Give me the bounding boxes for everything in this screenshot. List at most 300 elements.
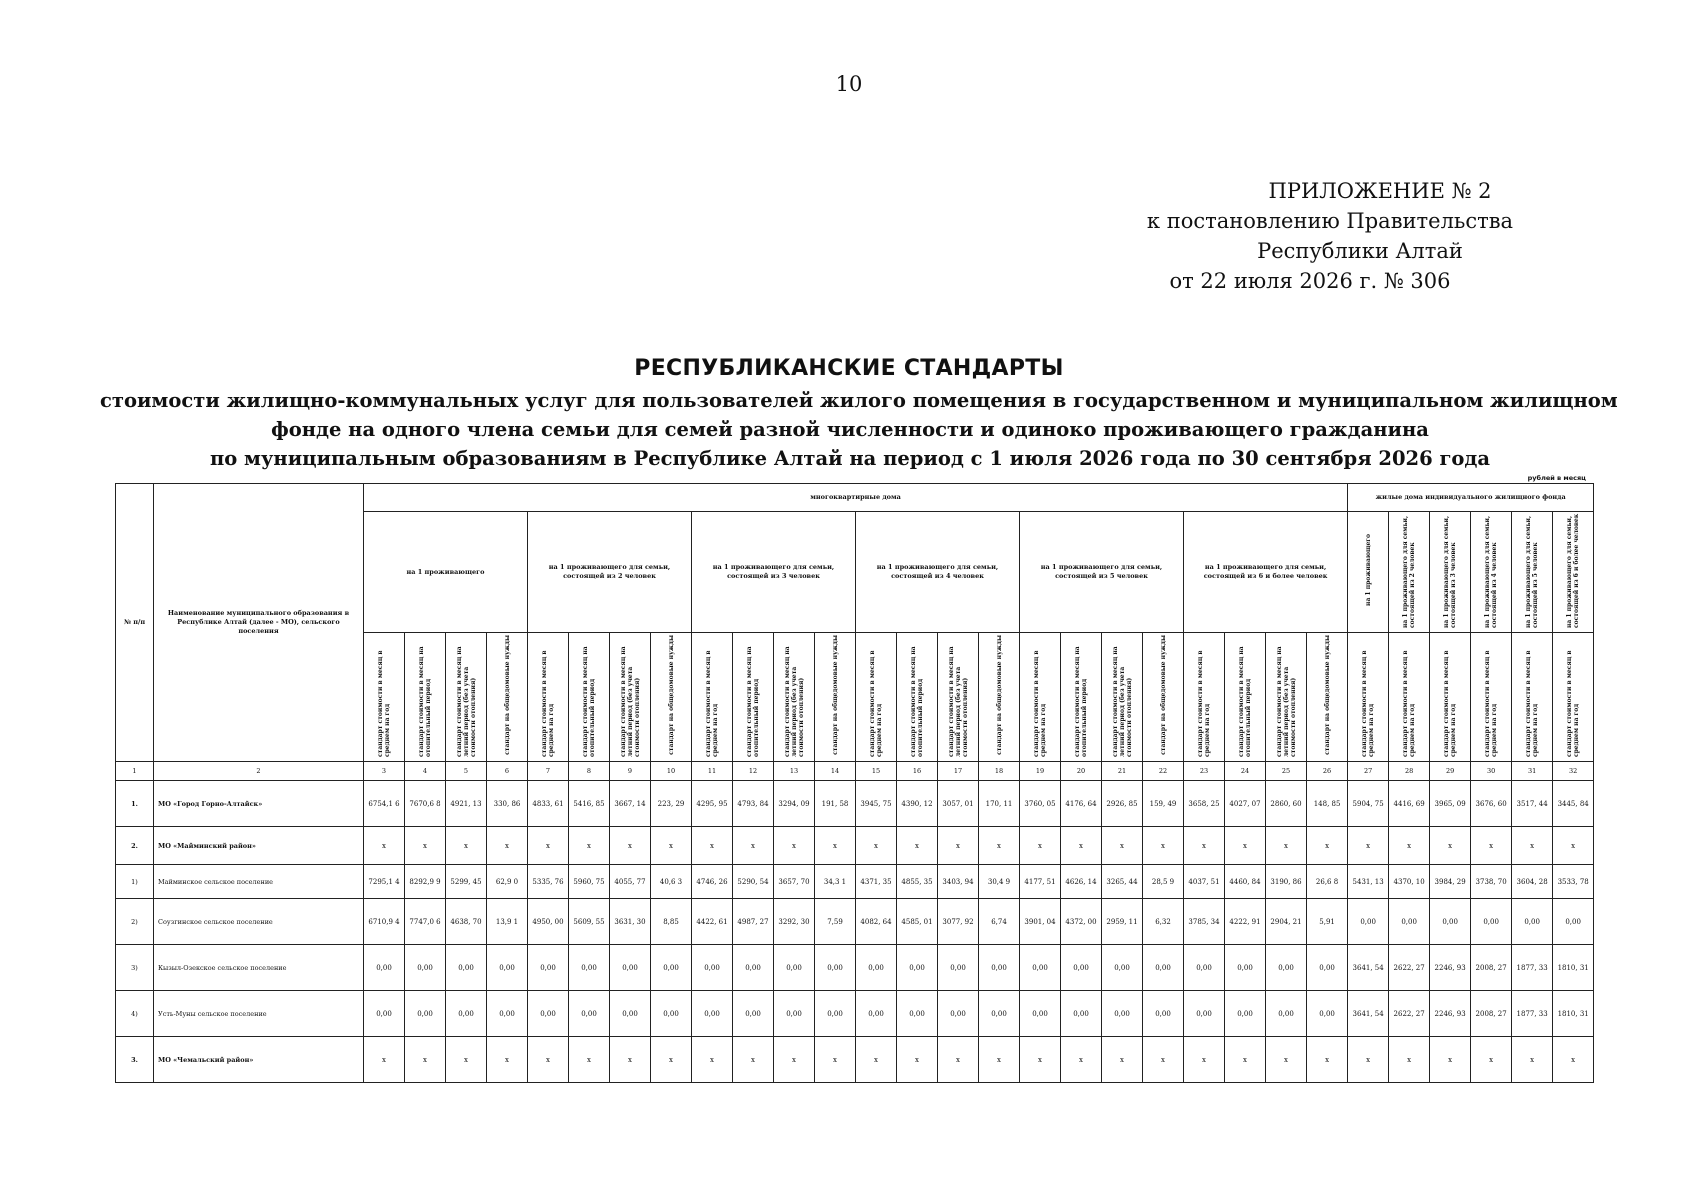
table-cell: 3631, 30	[610, 899, 651, 945]
header-subcolumn-text: стандарт стоимости в месяц в среднем на год	[1566, 650, 1581, 757]
table-cell: 8,85	[651, 899, 692, 945]
table-cell: х	[569, 827, 610, 865]
column-number: 9	[610, 762, 651, 781]
table-row	[116, 827, 1594, 865]
table-cell: 4370, 10	[1389, 865, 1430, 899]
table-cell: х	[938, 827, 979, 865]
table-cell: х	[528, 1037, 569, 1083]
municipality-name: Усть-Муны сельское поселение	[154, 991, 364, 1037]
table-cell: 4921, 13	[446, 781, 487, 827]
header-subcolumn-text: стандарт стоимости в месяц в среднем на год	[377, 650, 391, 757]
header-subcolumn-text: стандарт стоимости в месяц на летний период (без учета стоимости отопления)	[455, 646, 477, 757]
table-cell: 4638, 70	[446, 899, 487, 945]
table-cell: 0,00	[364, 945, 405, 991]
table-cell: 3760, 05	[1020, 781, 1061, 827]
table-cell: 3403, 94	[938, 865, 979, 899]
table-cell: 2246, 93	[1430, 945, 1471, 991]
table-cell: 3657, 70	[774, 865, 815, 899]
header-subcolumn-text: стандарт стоимости в месяц в среднем на год	[1484, 650, 1499, 757]
row-number: 3.	[116, 1037, 154, 1083]
table-cell: 3533, 78	[1553, 865, 1594, 899]
table-cell: 3676, 60	[1471, 781, 1512, 827]
table-cell: 0,00	[774, 945, 815, 991]
table-cell: 4416, 69	[1389, 781, 1430, 827]
table-cell: 0,00	[733, 991, 774, 1037]
table-cell: х	[1307, 1037, 1348, 1083]
table-cell: 0,00	[1266, 991, 1307, 1037]
header-subcolumn	[1184, 633, 1225, 762]
header-subcolumn	[1266, 633, 1307, 762]
table-cell: 0,00	[1307, 945, 1348, 991]
table-cell: 0,00	[1184, 945, 1225, 991]
header-subcolumn	[569, 633, 610, 762]
header-apartment-group: на 1 проживающего для семьи, состоящей из 6 и более человек	[1184, 512, 1348, 633]
table-cell: 3445, 84	[1553, 781, 1594, 827]
table-cell: х	[1020, 1037, 1061, 1083]
table-cell: 4746, 26	[692, 865, 733, 899]
table-cell: 2008, 27	[1471, 945, 1512, 991]
table-cell: х	[610, 1037, 651, 1083]
table-cell: 2959, 11	[1102, 899, 1143, 945]
header-subcolumn	[979, 633, 1020, 762]
municipality-name: Соузгинское сельское поселение	[154, 899, 364, 945]
municipality-name: Майминское сельское поселение	[154, 865, 364, 899]
table-cell: х	[446, 827, 487, 865]
table-cell: 0,00	[569, 991, 610, 1037]
table-cell: 3984, 29	[1430, 865, 1471, 899]
header-subcolumn-text: стандарт стоимости в месяц на летний период (без учета стоимости отопления)	[619, 646, 641, 757]
table-cell: 0,00	[1102, 991, 1143, 1037]
document-subtitle	[100, 386, 1618, 473]
table-cell: 2926, 85	[1102, 781, 1143, 827]
table-cell: 3517, 44	[1512, 781, 1553, 827]
table-cell: 0,00	[528, 945, 569, 991]
table-cell: 0,00	[1348, 899, 1389, 945]
subtitle-line-2: фонде на одного члена семьи для семей разной численности и одиноко проживающего гражданина	[271, 418, 1429, 441]
table-cell: 0,00	[364, 991, 405, 1037]
header-apartment-group: на 1 проживающего для семьи, состоящей из 3 человек	[692, 512, 856, 633]
header-private-group-text: на 1 проживающего для семьи, состоящей из 4 человек	[1484, 515, 1499, 628]
document-title: РЕСПУБЛИКАНСКИЕ СТАНДАРТЫ	[634, 356, 1064, 381]
header-apartment-group: на 1 проживающего для семьи, состоящей из 5 человек	[1020, 512, 1184, 633]
header-subcolumn	[487, 633, 528, 762]
table-row	[116, 1037, 1594, 1083]
table-cell: 159, 49	[1143, 781, 1184, 827]
table-row	[116, 781, 1594, 827]
table-cell: х	[1512, 827, 1553, 865]
table-cell: 3785, 34	[1184, 899, 1225, 945]
column-number: 15	[856, 762, 897, 781]
table-cell: 7670,6 8	[405, 781, 446, 827]
header-subcolumn	[1389, 633, 1430, 762]
column-number: 6	[487, 762, 528, 781]
header-subcolumn-text: стандарт стоимости в месяц на отопительный период	[910, 646, 924, 757]
table-cell: 4222, 91	[1225, 899, 1266, 945]
municipality-name: Кызыл-Озекское сельское поселение	[154, 945, 364, 991]
table-cell: х	[487, 827, 528, 865]
table-cell: 3965, 09	[1430, 781, 1471, 827]
table-cell: 6710,9 4	[364, 899, 405, 945]
column-number: 3	[364, 762, 405, 781]
table-cell: 4793, 84	[733, 781, 774, 827]
table-cell: 0,00	[446, 945, 487, 991]
table-cell: 4422, 61	[692, 899, 733, 945]
header-private-houses: жилые дома индивидуального жилищного фонда	[1348, 484, 1594, 512]
table-cell: х	[364, 1037, 405, 1083]
table-cell: 0,00	[651, 991, 692, 1037]
header-subcolumn	[610, 633, 651, 762]
header-subcolumn	[1471, 633, 1512, 762]
table-cell: 223, 29	[651, 781, 692, 827]
table-cell: 4082, 64	[856, 899, 897, 945]
table-cell: 3190, 86	[1266, 865, 1307, 899]
table-cell: 0,00	[897, 991, 938, 1037]
table-cell: 3604, 28	[1512, 865, 1553, 899]
table-cell: 0,00	[856, 945, 897, 991]
table-cell: х	[1225, 1037, 1266, 1083]
header-subcolumn-text: стандарт стоимости в месяц в среднем на год	[869, 650, 883, 757]
table-cell: 5904, 75	[1348, 781, 1389, 827]
header-subcolumn-text: стандарт на общедомовые нужды	[831, 635, 839, 755]
column-number: 5	[446, 762, 487, 781]
table-cell: 40,6 3	[651, 865, 692, 899]
header-subcolumn-text: стандарт стоимости в месяц на летний период (без учета стоимости отопления)	[783, 646, 805, 757]
table-cell: х	[1471, 1037, 1512, 1083]
table-cell: 7,59	[815, 899, 856, 945]
header-row-number: № п/п	[116, 484, 154, 762]
header-subcolumn	[1225, 633, 1266, 762]
header-subcolumn	[1553, 633, 1594, 762]
header-private-group-text: на 1 проживающего для семьи, состоящей из 5 человек	[1525, 515, 1540, 628]
table-cell: 4833, 61	[528, 781, 569, 827]
table-cell: 4176, 64	[1061, 781, 1102, 827]
column-number: 23	[1184, 762, 1225, 781]
header-subcolumn	[1430, 633, 1471, 762]
row-number: 1)	[116, 865, 154, 899]
municipality-name: МО «Чемальский район»	[154, 1037, 364, 1083]
column-number: 32	[1553, 762, 1594, 781]
table-cell: х	[856, 1037, 897, 1083]
table-cell: х	[1553, 1037, 1594, 1083]
header-subcolumn	[364, 633, 405, 762]
table-cell: 4626, 14	[1061, 865, 1102, 899]
column-number: 14	[815, 762, 856, 781]
header-private-group-text: на 1 проживающего для семьи, состоящей из 2 человек	[1402, 515, 1417, 628]
table-cell: 0,00	[651, 945, 692, 991]
table-cell: х	[1266, 1037, 1307, 1083]
table-cell: х	[1143, 1037, 1184, 1083]
standards-table	[115, 483, 1594, 1083]
table-cell: х	[1430, 1037, 1471, 1083]
table-cell: х	[897, 1037, 938, 1083]
header-private-group	[1471, 512, 1512, 633]
header-subcolumn-text: стандарт стоимости в месяц на отопительный период	[582, 646, 596, 757]
table-cell: 0,00	[938, 945, 979, 991]
table-cell: 5299, 45	[446, 865, 487, 899]
table-cell: х	[815, 827, 856, 865]
table-cell: 5416, 85	[569, 781, 610, 827]
table-cell: х	[405, 1037, 446, 1083]
header-subcolumn-text: стандарт на общедомовые нужды	[1159, 635, 1167, 755]
table-cell: 0,00	[938, 991, 979, 1037]
table-cell: 6754,1 6	[364, 781, 405, 827]
table-cell: 4177, 51	[1020, 865, 1061, 899]
header-subcolumn	[405, 633, 446, 762]
table-cell: 4027, 07	[1225, 781, 1266, 827]
column-number: 1	[116, 762, 154, 781]
table-cell: х	[815, 1037, 856, 1083]
row-number: 1.	[116, 781, 154, 827]
appendix-republic: Республики Алтай	[1257, 239, 1463, 263]
table-cell: 5609, 55	[569, 899, 610, 945]
table-cell: 330, 86	[487, 781, 528, 827]
table-cell: 0,00	[1266, 945, 1307, 991]
row-number: 3)	[116, 945, 154, 991]
column-number: 25	[1266, 762, 1307, 781]
municipality-name: МО «Майминский район»	[154, 827, 364, 865]
header-subcolumn-text: стандарт стоимости в месяц на отопительный период	[746, 646, 760, 757]
header-subcolumn-text: стандарт стоимости в месяц в среднем на год	[1443, 650, 1458, 757]
table-cell: х	[1020, 827, 1061, 865]
table-row	[116, 865, 1594, 899]
header-subcolumn	[1020, 633, 1061, 762]
table-cell: 4055, 77	[610, 865, 651, 899]
table-cell: 4371, 35	[856, 865, 897, 899]
header-subcolumn-text: стандарт стоимости в месяц на отопительный период	[418, 646, 432, 757]
row-number: 2.	[116, 827, 154, 865]
column-number: 8	[569, 762, 610, 781]
table-cell: 1877, 33	[1512, 945, 1553, 991]
table-cell: 0,00	[815, 945, 856, 991]
column-number: 22	[1143, 762, 1184, 781]
table-cell: 0,00	[1225, 991, 1266, 1037]
header-private-group	[1430, 512, 1471, 633]
table-cell: 2904, 21	[1266, 899, 1307, 945]
header-subcolumn	[815, 633, 856, 762]
table-cell: х	[1389, 827, 1430, 865]
table-cell: 0,00	[1225, 945, 1266, 991]
table-cell: х	[1266, 827, 1307, 865]
table-cell: 7295,1 4	[364, 865, 405, 899]
table-cell: 0,00	[897, 945, 938, 991]
column-number: 27	[1348, 762, 1389, 781]
header-private-group-text: на 1 проживающего для семьи, состоящей из 6 и более человек	[1566, 513, 1581, 628]
header-subcolumn-text: стандарт на общедомовые нужды	[1323, 635, 1331, 755]
table-cell: 0,00	[856, 991, 897, 1037]
table-cell: х	[1143, 827, 1184, 865]
table-cell: 0,00	[569, 945, 610, 991]
table-cell: 0,00	[733, 945, 774, 991]
table-cell: х	[528, 827, 569, 865]
table-cell: 2246, 93	[1430, 991, 1471, 1037]
table-cell: 5335, 76	[528, 865, 569, 899]
table-cell: 5,91	[1307, 899, 1348, 945]
table-cell: 0,00	[774, 991, 815, 1037]
table-cell: 0,00	[528, 991, 569, 1037]
table-cell: 3738, 70	[1471, 865, 1512, 899]
table-cell: х	[938, 1037, 979, 1083]
column-number: 21	[1102, 762, 1143, 781]
table-cell: 1877, 33	[1512, 991, 1553, 1037]
header-subcolumn-text: стандарт стоимости в месяц на летний период (без учета стоимости отопления)	[947, 646, 969, 757]
table-cell: х	[446, 1037, 487, 1083]
table-cell: х	[1553, 827, 1594, 865]
table-cell: х	[405, 827, 446, 865]
column-number: 2	[154, 762, 364, 781]
header-subcolumn-text: стандарт стоимости в месяц в среднем на год	[1197, 650, 1211, 757]
table-cell: 0,00	[815, 991, 856, 1037]
table-cell: 170, 11	[979, 781, 1020, 827]
header-private-group-text: на 1 проживающего для семьи, состоящей из 3 человек	[1443, 515, 1458, 628]
header-subcolumn	[774, 633, 815, 762]
table-cell: 2622, 27	[1389, 991, 1430, 1037]
table-cell: 4037, 51	[1184, 865, 1225, 899]
column-number: 18	[979, 762, 1020, 781]
column-number: 31	[1512, 762, 1553, 781]
column-number: 17	[938, 762, 979, 781]
header-apartment-group: на 1 проживающего для семьи, состоящей из 4 человек	[856, 512, 1020, 633]
column-number: 11	[692, 762, 733, 781]
table-cell: 0,00	[487, 991, 528, 1037]
column-number: 20	[1061, 762, 1102, 781]
table-cell: 0,00	[1143, 991, 1184, 1037]
table-cell: 3667, 14	[610, 781, 651, 827]
table-cell: 0,00	[1389, 899, 1430, 945]
table-cell: 2008, 27	[1471, 991, 1512, 1037]
header-apartment-group: на 1 проживающего	[364, 512, 528, 633]
table-cell: 34,3 1	[815, 865, 856, 899]
table-cell: х	[1102, 827, 1143, 865]
table-cell: 0,00	[610, 945, 651, 991]
header-subcolumn-text: стандарт стоимости в месяц в среднем на год	[1361, 650, 1376, 757]
header-subcolumn	[692, 633, 733, 762]
table-cell: 0,00	[1143, 945, 1184, 991]
table-cell: 2860, 60	[1266, 781, 1307, 827]
column-number: 4	[405, 762, 446, 781]
header-private-group	[1389, 512, 1430, 633]
header-subcolumn-text: стандарт стоимости в месяц на летний период (без учета стоимости отопления)	[1275, 646, 1297, 757]
units-label: рублей в месяц	[1527, 474, 1586, 482]
column-number: 16	[897, 762, 938, 781]
column-number: 12	[733, 762, 774, 781]
header-subcolumn	[856, 633, 897, 762]
header-subcolumn	[733, 633, 774, 762]
table-cell: х	[979, 827, 1020, 865]
header-subcolumn-text: стандарт стоимости в месяц в среднем на год	[541, 650, 555, 757]
table-cell: 2622, 27	[1389, 945, 1430, 991]
header-municipality-name: Наименование муниципального образования в Республике Алтай (далее - МО), сельского поселения	[154, 484, 364, 762]
header-subcolumn-text: стандарт стоимости в месяц на отопительный период	[1238, 646, 1252, 757]
header-subcolumn	[446, 633, 487, 762]
table-cell: х	[1430, 827, 1471, 865]
table-cell: 0,00	[979, 945, 1020, 991]
table-cell: 3077, 92	[938, 899, 979, 945]
table-cell: х	[692, 1037, 733, 1083]
table-cell: х	[774, 827, 815, 865]
header-subcolumn-text: стандарт стоимости в месяц в среднем на год	[705, 650, 719, 757]
table-cell: х	[1471, 827, 1512, 865]
header-subcolumn	[528, 633, 569, 762]
row-number: 4)	[116, 991, 154, 1037]
table-cell: 3901, 04	[1020, 899, 1061, 945]
column-number: 28	[1389, 762, 1430, 781]
table-cell: 0,00	[487, 945, 528, 991]
table-cell: 4950, 00	[528, 899, 569, 945]
table-cell: х	[774, 1037, 815, 1083]
table-cell: 0,00	[1102, 945, 1143, 991]
table-cell: 0,00	[1512, 899, 1553, 945]
header-subcolumn	[1512, 633, 1553, 762]
table-cell: 0,00	[1184, 991, 1225, 1037]
header-subcolumn-text: стандарт на общедомовые нужды	[995, 635, 1003, 755]
table-cell: 3292, 30	[774, 899, 815, 945]
header-subcolumn	[1348, 633, 1389, 762]
table-cell: 8292,9 9	[405, 865, 446, 899]
table-cell: 4585, 01	[897, 899, 938, 945]
table-cell: 5431, 13	[1348, 865, 1389, 899]
table-cell: 3641, 54	[1348, 991, 1389, 1037]
table-cell: х	[610, 827, 651, 865]
table-cell: 0,00	[692, 991, 733, 1037]
column-number: 13	[774, 762, 815, 781]
table-cell: 5290, 54	[733, 865, 774, 899]
table-cell: 148, 85	[1307, 781, 1348, 827]
table-cell: х	[979, 1037, 1020, 1083]
header-subcolumn	[1061, 633, 1102, 762]
table-cell: 4460, 84	[1225, 865, 1266, 899]
table-cell: х	[733, 827, 774, 865]
header-private-group	[1553, 512, 1594, 633]
appendix-resolution: к постановлению Правительства	[1146, 209, 1514, 233]
table-cell: 6,74	[979, 899, 1020, 945]
table-cell: 0,00	[692, 945, 733, 991]
column-number: 30	[1471, 762, 1512, 781]
column-number: 10	[651, 762, 692, 781]
table-cell: 3658, 25	[1184, 781, 1225, 827]
table-cell: 7747,0 6	[405, 899, 446, 945]
table-cell: 4855, 35	[897, 865, 938, 899]
column-number: 19	[1020, 762, 1061, 781]
table-cell: 0,00	[979, 991, 1020, 1037]
table-cell: х	[1102, 1037, 1143, 1083]
table-cell: 62,9 0	[487, 865, 528, 899]
table-cell: 0,00	[1061, 945, 1102, 991]
table-cell: х	[1348, 827, 1389, 865]
table-cell: х	[487, 1037, 528, 1083]
table-cell: 3057, 01	[938, 781, 979, 827]
table-cell: 5960, 75	[569, 865, 610, 899]
subtitle-line-3: по муниципальным образованиям в Республике Алтай на период с 1 июля 2026 года по 30 сентября 2026 года	[209, 447, 1491, 470]
header-private-group	[1512, 512, 1553, 633]
header-subcolumn	[1143, 633, 1184, 762]
table-cell: х	[1061, 827, 1102, 865]
table-cell: х	[733, 1037, 774, 1083]
appendix-block	[1040, 176, 1580, 296]
table-cell: 4372, 00	[1061, 899, 1102, 945]
table-cell: 0,00	[1307, 991, 1348, 1037]
header-subcolumn-text: стандарт на общедомовые нужды	[503, 635, 511, 755]
header-subcolumn-text: стандарт стоимости в месяц в среднем на год	[1525, 650, 1540, 757]
municipality-name: МО «Город Горно-Алтайск»	[154, 781, 364, 827]
table-cell: 0,00	[1020, 991, 1061, 1037]
header-subcolumn-text: стандарт стоимости в месяц в среднем на год	[1402, 650, 1417, 757]
header-subcolumn-text: стандарт стоимости в месяц на летний период (без учета стоимости отопления)	[1111, 646, 1133, 757]
header-subcolumn	[1307, 633, 1348, 762]
header-subcolumn	[1102, 633, 1143, 762]
header-subcolumn	[651, 633, 692, 762]
table-cell: 4295, 95	[692, 781, 733, 827]
table-cell: х	[1348, 1037, 1389, 1083]
